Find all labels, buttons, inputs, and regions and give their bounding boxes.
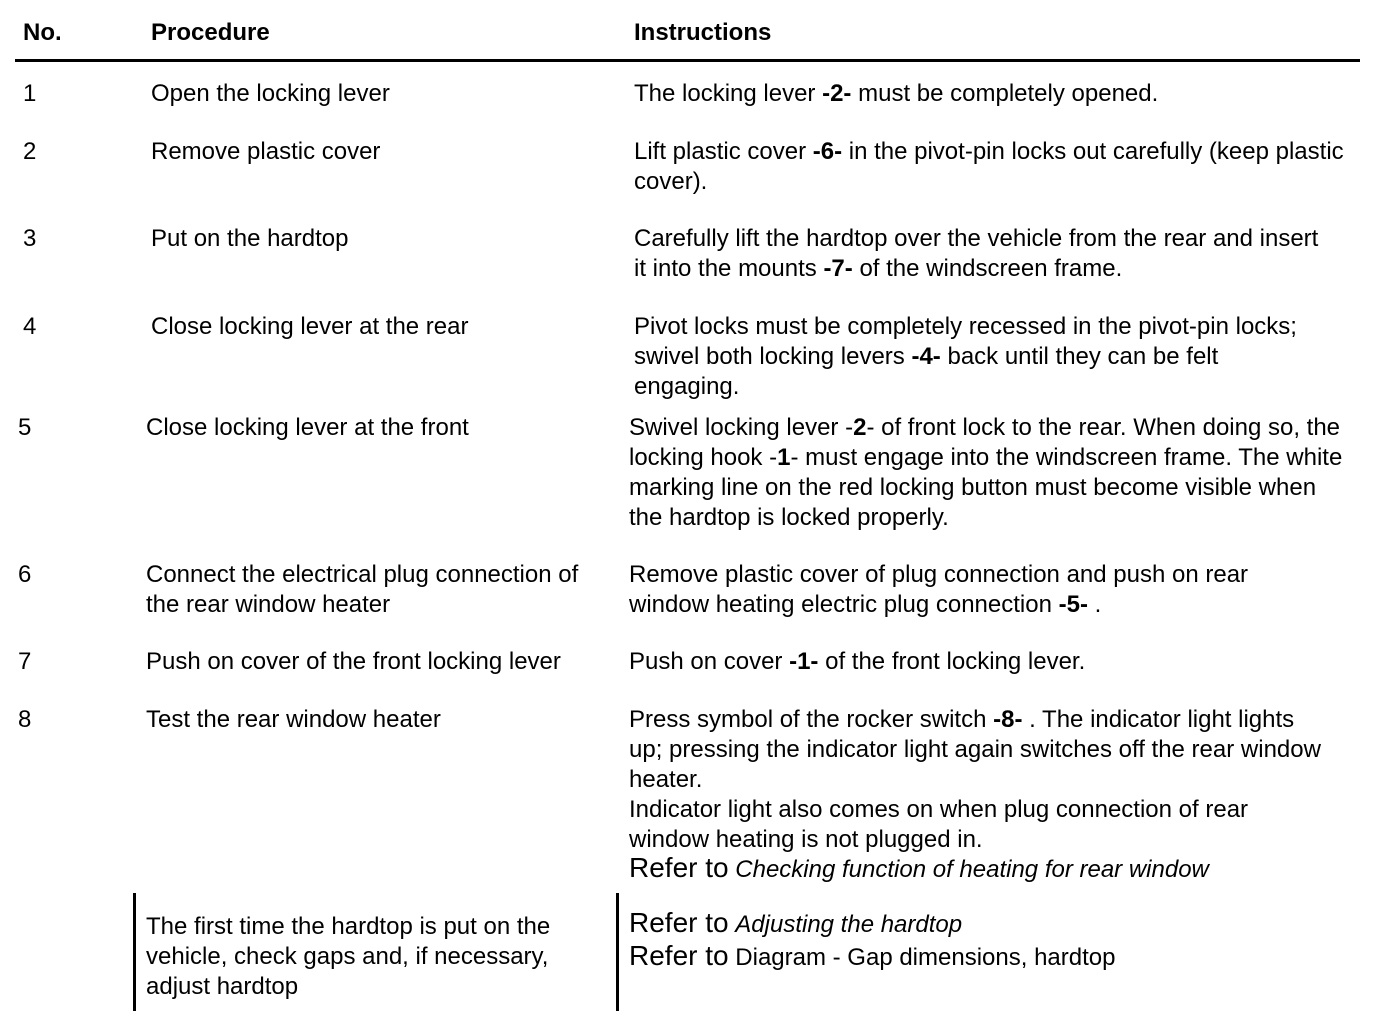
row-7-number: 7 [18, 648, 32, 675]
reference-link-heating-check[interactable]: Checking function of heating for rear window [735, 856, 1209, 883]
reference-link-adjusting-hardtop[interactable]: Adjusting the hardtop [735, 911, 963, 938]
callout-ref: 1 [777, 444, 791, 471]
callout-ref: -8- [993, 706, 1023, 733]
callout-ref: -6- [812, 138, 843, 165]
row-4-instruction: Pivot locks must be completely recessed in the pivot-pin locks; swivel both locking levers -4- back until they can be felt engaging. [634, 313, 1297, 400]
change-bar-left [133, 893, 136, 1011]
callout-ref: -2- [822, 80, 852, 107]
header-procedure: Procedure [151, 19, 270, 46]
header-rule [15, 59, 1360, 62]
row-7-instruction: Push on cover -1- of the front locking lever. [629, 648, 1086, 675]
row-2-number: 2 [23, 138, 37, 165]
row-2-instruction: Lift plastic cover -6- in the pivot-pin locks out carefully (keep plastic cover). [634, 138, 1344, 195]
change-bar-right [616, 893, 619, 1011]
refer-to-label: Refer to [629, 852, 729, 883]
row-6-instruction: Remove plastic cover of plug connection and push on rear window heating electric plug connection -5- . [629, 561, 1249, 618]
row-3-instruction: Carefully lift the hardtop over the vehicle from the rear and insert it into the mounts -7- of the windscreen frame. [634, 225, 1319, 282]
row-8-procedure: Test the rear window heater [146, 706, 441, 733]
final-procedure: The first time the hardtop is put on the vehicle, check gaps and, if necessary, adjust hardtop [146, 913, 551, 1000]
callout-ref: 2 [853, 414, 867, 441]
refer-to-label: Refer to [629, 940, 729, 971]
row-3-procedure: Put on the hardtop [151, 225, 349, 252]
row-2-procedure: Remove plastic cover [151, 138, 381, 165]
row-6-number: 6 [18, 561, 32, 588]
row-7-procedure: Push on cover of the front locking lever [146, 648, 561, 675]
row-8-reference [629, 853, 1369, 885]
row-3-number: 3 [23, 225, 37, 252]
row-5-number: 5 [18, 414, 32, 441]
row-4-number: 4 [23, 313, 37, 340]
final-reference-2 [629, 941, 1369, 973]
row-4-procedure: Close locking lever at the rear [151, 313, 469, 340]
row-8-instruction: Press symbol of the rocker switch -8- . The indicator light lights up; pressing the indicator light again switches off the rear window heater. [629, 706, 1321, 793]
refer-to-label: Refer to [629, 907, 729, 938]
callout-ref: -4- [911, 343, 941, 370]
row-8-number: 8 [18, 706, 32, 733]
row-1-number: 1 [23, 80, 37, 107]
row-5-instruction: Swivel locking lever -2- of front lock to the rear. When doing so, the locking hook -1- must engage into the windscreen frame. The white marking line on the red locking button must become visible when the hardtop is locked properly. [629, 414, 1343, 531]
callout-ref: -7- [823, 255, 853, 282]
row-5-procedure: Close locking lever at the front [146, 414, 469, 441]
callout-ref: -1- [789, 648, 819, 675]
row-1-procedure: Open the locking lever [151, 80, 390, 107]
header-instructions: Instructions [634, 19, 772, 46]
row-8-note: Indicator light also comes on when plug connection of rear window heating is not plugged in. [629, 796, 1249, 853]
reference-link-gap-dimensions[interactable]: Diagram - Gap dimensions, hardtop [735, 944, 1116, 971]
row-6-procedure: Connect the electrical plug connection of the rear window heater [146, 561, 579, 618]
row-1-instruction: The locking lever -2- must be completely opened. [634, 80, 1159, 107]
callout-ref: -5- [1058, 591, 1088, 618]
final-reference-1 [629, 908, 1369, 940]
header-no: No. [23, 19, 62, 46]
